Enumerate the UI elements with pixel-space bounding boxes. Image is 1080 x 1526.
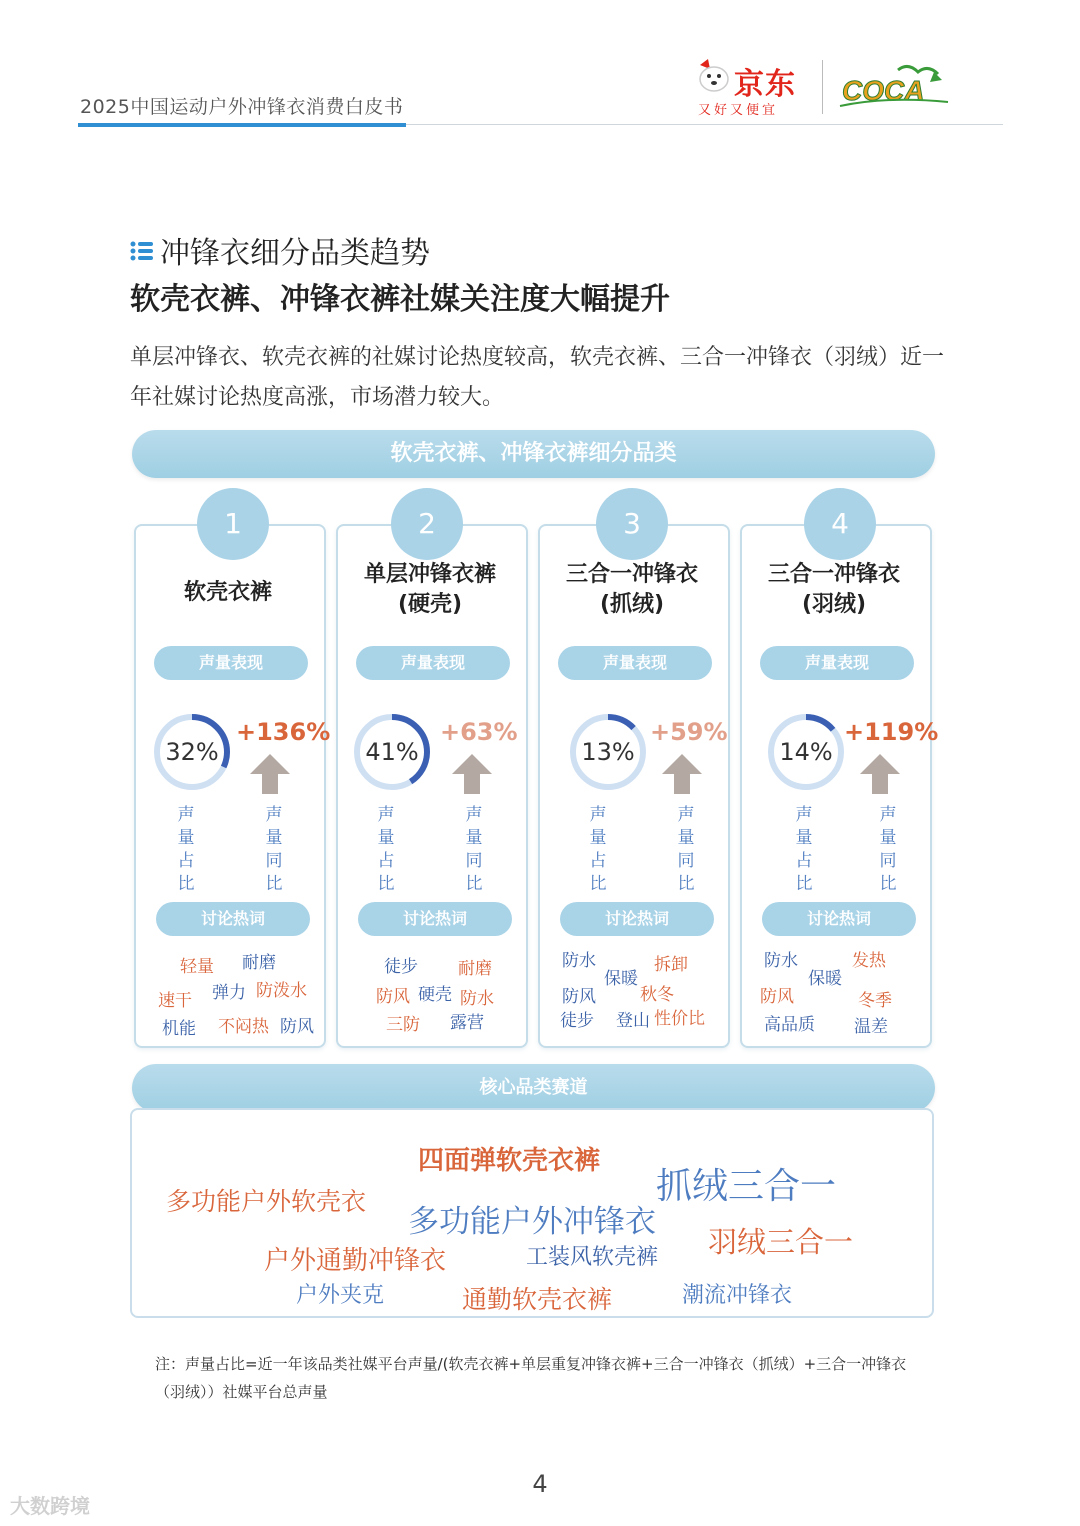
hot-keyword: 露营 — [450, 1013, 484, 1033]
section-paragraph: 单层冲锋衣、软壳衣裤的社媒讨论热度较高，软壳衣裤、三合一冲锋衣（羽绒）近一年社媒讨论热度高涨，市场潜力较大。 — [130, 345, 945, 410]
core-word: 抓绒三合一 — [656, 1166, 837, 1207]
core-word: 羽绒三合一 — [708, 1225, 854, 1259]
volume-yoy-growth: +59% — [650, 718, 728, 746]
volume-performance-pill: 声量表现 — [558, 646, 712, 680]
hot-keyword: 防泼水 — [256, 981, 307, 1001]
volume-share-ring — [568, 712, 648, 792]
hot-keyword: 防水 — [562, 951, 596, 971]
hot-keyword: 耐磨 — [458, 959, 492, 979]
up-arrow-icon — [452, 754, 492, 794]
hot-keyword: 温差 — [854, 1017, 888, 1037]
jd-logo-name: 京东 — [734, 67, 796, 102]
jd-logo — [690, 55, 810, 121]
category-name-line1: 三合一冲锋衣 — [767, 562, 900, 587]
hot-keyword: 拆卸 — [654, 955, 688, 975]
up-arrow-icon — [860, 754, 900, 794]
category-name-line1: 单层冲锋衣裤 — [363, 562, 496, 587]
volume-performance-pill: 声量表现 — [356, 646, 510, 680]
core-word: 工装风软壳裤 — [526, 1245, 659, 1270]
coca-logo-text: COCA — [842, 75, 925, 106]
up-arrow-icon — [250, 754, 290, 794]
volume-share-ring — [766, 712, 846, 792]
hot-words-pill: 讨论热词 — [358, 902, 512, 936]
hot-keyword: 登山 — [616, 1011, 650, 1031]
hot-keyword: 性价比 — [654, 1009, 705, 1029]
hot-keyword: 高品质 — [764, 1015, 815, 1035]
category-number-badge: 3 — [596, 488, 668, 560]
coca-logo-graphic — [838, 62, 954, 112]
volume-performance-pill: 声量表现 — [760, 646, 914, 680]
hot-keyword: 防风 — [376, 987, 410, 1007]
category-name-line2: (抓绒) — [599, 592, 665, 617]
volume-share-label: 声量占比 — [795, 805, 813, 894]
hot-keyword: 防水 — [460, 989, 494, 1009]
hot-keyword: 硬壳 — [418, 985, 452, 1005]
volume-share-value: 13% — [581, 738, 635, 766]
volume-share-ring — [352, 712, 432, 792]
volume-share-value: 32% — [165, 738, 219, 766]
category-name — [538, 560, 726, 620]
category-name — [740, 560, 928, 620]
hot-keyword: 防水 — [764, 951, 798, 971]
volume-yoy-label: 声量同比 — [465, 805, 483, 894]
up-arrow-icon — [662, 754, 702, 794]
hot-keyword: 保暖 — [808, 969, 842, 989]
core-word: 潮流冲锋衣 — [682, 1283, 793, 1308]
hot-keyword: 防风 — [562, 987, 596, 1007]
category-name-line1: 软壳衣裤 — [183, 580, 272, 605]
core-category-banner: 核心品类赛道 — [132, 1064, 935, 1112]
jd-dog-mascot-icon — [694, 57, 734, 95]
category-number-badge: 1 — [197, 488, 269, 560]
section-title: 冲锋衣细分品类趋势 — [160, 236, 430, 271]
hot-words-pill: 讨论热词 — [762, 902, 916, 936]
hot-keyword: 耐磨 — [242, 953, 276, 973]
hot-keyword: 徒步 — [560, 1011, 594, 1031]
hot-keyword: 不闷热 — [218, 1017, 269, 1037]
hot-keyword: 防风 — [280, 1017, 314, 1037]
hot-keyword: 机能 — [162, 1019, 196, 1039]
jd-logo-slogan: 又好又便宜 — [698, 103, 779, 118]
hot-keyword: 秋冬 — [640, 985, 674, 1005]
core-word: 多功能户外冲锋衣 — [408, 1204, 656, 1240]
category-name — [134, 578, 322, 608]
volume-share-value: 14% — [779, 738, 833, 766]
hot-keyword: 三防 — [386, 1015, 420, 1035]
volume-yoy-growth: +63% — [440, 718, 518, 746]
volume-share-label: 声量占比 — [377, 805, 395, 894]
core-word: 通勤软壳衣裤 — [462, 1285, 613, 1314]
watermark: 大数跨境 — [10, 1494, 90, 1518]
hot-keyword: 保暖 — [604, 969, 638, 989]
hot-keyword: 速干 — [158, 991, 192, 1011]
volume-share-label: 声量占比 — [589, 805, 607, 894]
core-word: 户外夹克 — [296, 1283, 385, 1308]
category-name-line1: 三合一冲锋衣 — [565, 562, 698, 587]
logo-divider — [822, 60, 823, 114]
hot-keyword: 冬季 — [858, 991, 892, 1011]
hot-keyword: 防风 — [760, 987, 794, 1007]
list-icon — [130, 240, 154, 262]
hot-keyword: 发热 — [852, 951, 886, 971]
volume-yoy-growth: +136% — [236, 718, 331, 746]
hot-words-pill: 讨论热词 — [156, 902, 310, 936]
category-number-badge: 4 — [804, 488, 876, 560]
category-banner: 软壳衣裤、冲锋衣裤细分品类 — [132, 430, 935, 478]
coca-logo — [838, 62, 954, 112]
core-word: 户外通勤冲锋衣 — [264, 1246, 447, 1276]
hot-words-pill: 讨论热词 — [560, 902, 714, 936]
volume-share-value: 41% — [365, 738, 419, 766]
category-name-line2: (羽绒) — [801, 592, 867, 617]
document-title: 2025中国运动户外冲锋衣消费白皮书 — [80, 96, 404, 118]
volume-yoy-label: 声量同比 — [265, 805, 283, 894]
category-number-badge: 2 — [391, 488, 463, 560]
volume-performance-pill: 声量表现 — [154, 646, 308, 680]
core-word: 四面弹软壳衣裤 — [418, 1146, 601, 1176]
category-name — [336, 560, 524, 620]
volume-yoy-label: 声量同比 — [879, 805, 897, 894]
volume-yoy-label: 声量同比 — [677, 805, 695, 894]
hot-keyword: 徒步 — [384, 957, 418, 977]
page-number: 4 — [532, 1470, 548, 1498]
volume-share-ring — [152, 712, 232, 792]
hot-keyword: 轻量 — [180, 957, 214, 977]
hot-keyword: 弹力 — [212, 983, 246, 1003]
category-name-line2: (硬壳) — [397, 592, 463, 617]
header-accent-bar — [78, 123, 406, 127]
section-subtitle: 软壳衣裤、冲锋衣裤社媒关注度大幅提升 — [130, 282, 670, 317]
volume-share-label: 声量占比 — [177, 805, 195, 894]
footnote: 注：声量占比=近一年该品类社媒平台声量/(软壳衣裤+单层重复冲锋衣裤+三合一冲锋衣（抓绒）+三合一冲锋衣（羽绒））社媒平台总声量 — [155, 1355, 907, 1401]
volume-yoy-growth: +119% — [844, 718, 939, 746]
core-word: 多功能户外软壳衣 — [166, 1187, 367, 1216]
